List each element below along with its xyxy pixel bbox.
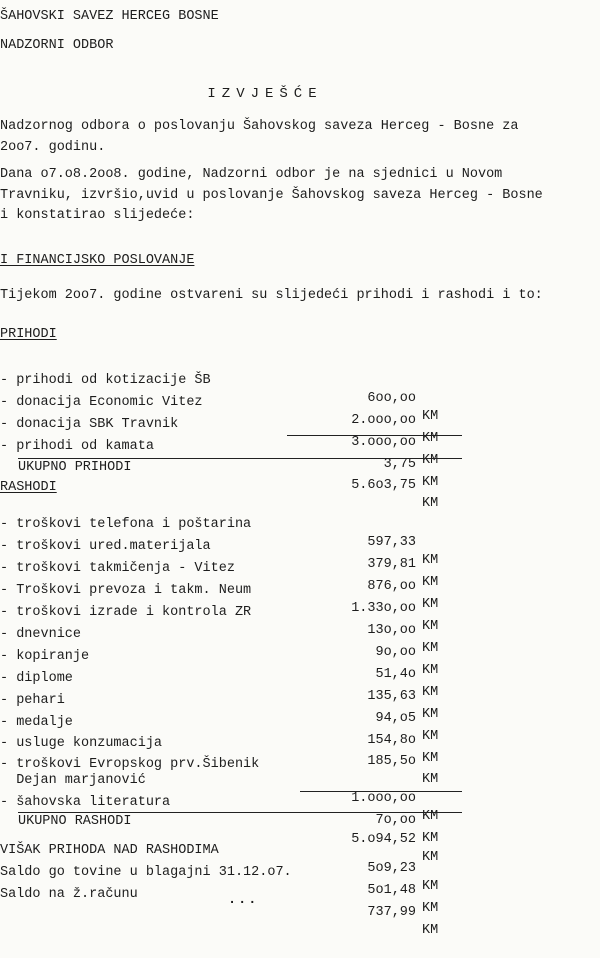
intro-line-2: 2oo7. godinu. xyxy=(0,140,106,155)
item-amount: 13o,oo xyxy=(367,623,416,638)
summary-label: VIŠAK PRIHODA NAD RASHODIMA xyxy=(0,843,219,858)
item-label: - dnevnice xyxy=(0,627,82,642)
section-intro: Tijekom 2oo7. godine ostvareni su slijedeći prihodi i rashodi i to: xyxy=(0,288,543,303)
item-label: - medalje xyxy=(0,715,73,730)
income-total-label: UKUPNO PRIHODI xyxy=(18,460,132,475)
item-currency: KM xyxy=(422,619,439,634)
item-label: - donacija Economic Vitez xyxy=(0,395,203,410)
item-amount: 597,33 xyxy=(367,535,416,550)
section-title: I FINANCIJSKO POSLOVANJE xyxy=(0,253,195,268)
item-label: - troškovi ured.materijala xyxy=(0,539,211,554)
item-label-line-2: Dejan marjanović xyxy=(0,773,146,788)
item-currency: KM xyxy=(422,663,439,678)
item-currency: KM xyxy=(422,409,439,424)
item-amount: 7o,oo xyxy=(375,813,416,828)
board-name: NADZORNI ODBOR xyxy=(0,38,114,53)
total-rule xyxy=(18,458,462,459)
intro-line-1: Nadzornog odbora o poslovanju Šahovskog saveza Herceg - Bosne za xyxy=(0,119,519,134)
item-amount: 1.33o,oo xyxy=(351,601,416,616)
summary-label: Saldo go tovine u blagajni 31.12.o7. xyxy=(0,865,292,880)
item-amount: 379,81 xyxy=(367,557,416,572)
item-label: - kopiranje xyxy=(0,649,90,664)
item-label: - troškovi takmičenja - Vitez xyxy=(0,561,235,576)
item-amount: 135,63 xyxy=(367,689,416,704)
item-amount: 6oo,oo xyxy=(367,391,416,406)
document-title: IZVJEŠĆE xyxy=(207,86,323,102)
expenses-total-amount: 5.o94,52 xyxy=(351,832,416,847)
item-currency: KM xyxy=(422,729,439,744)
item-currency: KM xyxy=(422,641,439,656)
item-amount: 876,oo xyxy=(367,579,416,594)
income-total-currency: KM xyxy=(422,496,439,511)
subtotal-rule xyxy=(287,435,462,436)
item-amount: 51,4o xyxy=(375,667,416,682)
item-amount: 1.ooo,oo xyxy=(351,791,416,806)
item-label: - pehari xyxy=(0,693,65,708)
summary-currency: KM xyxy=(422,901,439,916)
subtotal-rule xyxy=(300,791,462,792)
item-currency: KM xyxy=(422,475,439,490)
item-label: - šahovska literatura xyxy=(0,795,171,810)
item-currency: KM xyxy=(422,553,439,568)
income-total-amount: 5.6o3,75 xyxy=(351,478,416,493)
item-currency: KM xyxy=(422,772,439,787)
item-label: - donacija SBK Travnik xyxy=(0,417,179,432)
intro-line-3: Dana o7.o8.2oo8. godine, Nadzorni odbor je na sjednici u Novom xyxy=(0,167,503,182)
summary-label: Saldo na ž.računu xyxy=(0,887,138,902)
item-label: - prihodi od kotizacije ŠB xyxy=(0,373,211,388)
item-label: - troškovi izrade i kontrola ZR xyxy=(0,605,252,620)
item-currency: KM xyxy=(422,751,439,766)
income-heading: PRIHODI xyxy=(0,327,57,342)
expenses-heading: RASHODI xyxy=(0,480,57,495)
item-label: - troškovi Evropskog prv.Šibenik xyxy=(0,757,260,772)
item-amount: 94,o5 xyxy=(375,711,416,726)
intro-line-5: i konstatirao slijedeće: xyxy=(0,208,195,223)
item-label: - troškovi telefona i poštarina xyxy=(0,517,252,532)
item-amount: 2.ooo,oo xyxy=(351,413,416,428)
item-label: - usluge konzumacija xyxy=(0,736,163,751)
summary-amount: 737,99 xyxy=(367,905,416,920)
total-rule xyxy=(18,812,462,813)
item-currency: KM xyxy=(422,831,439,846)
item-amount: 154,8o xyxy=(367,733,416,748)
expenses-total-label: UKUPNO RASHODI xyxy=(18,814,132,829)
item-label: - diplome xyxy=(0,671,73,686)
item-currency: KM xyxy=(422,575,439,590)
summary-row xyxy=(0,868,600,958)
item-currency: KM xyxy=(422,707,439,722)
item-currency: KM xyxy=(422,431,439,446)
intro-line-4: Travniku, izvršio,uvid u poslovanje Šahovskog saveza Herceg - Bosne xyxy=(0,188,543,203)
item-amount: 3.ooo,oo xyxy=(351,435,416,450)
item-amount: 3,75 xyxy=(383,457,416,472)
item-currency: KM xyxy=(422,453,439,468)
item-currency: KM xyxy=(422,597,439,612)
item-currency: KM xyxy=(422,685,439,700)
summary-amount: 5o9,23 xyxy=(367,861,416,876)
summary-currency: KM xyxy=(422,879,439,894)
item-label: - Troškovi prevoza i takm. Neum xyxy=(0,583,252,598)
item-amount: 9o,oo xyxy=(375,645,416,660)
item-label: - prihodi od kamata xyxy=(0,439,154,454)
expenses-total-currency: KM xyxy=(422,850,439,865)
organization-name: ŠAHOVSKI SAVEZ HERCEG BOSNE xyxy=(0,9,219,24)
continuation-mark: ... xyxy=(228,893,259,908)
item-amount: 185,5o xyxy=(367,754,416,769)
summary-currency: KM xyxy=(422,923,439,938)
summary-amount: 5o1,48 xyxy=(367,883,416,898)
item-currency: KM xyxy=(422,809,439,824)
